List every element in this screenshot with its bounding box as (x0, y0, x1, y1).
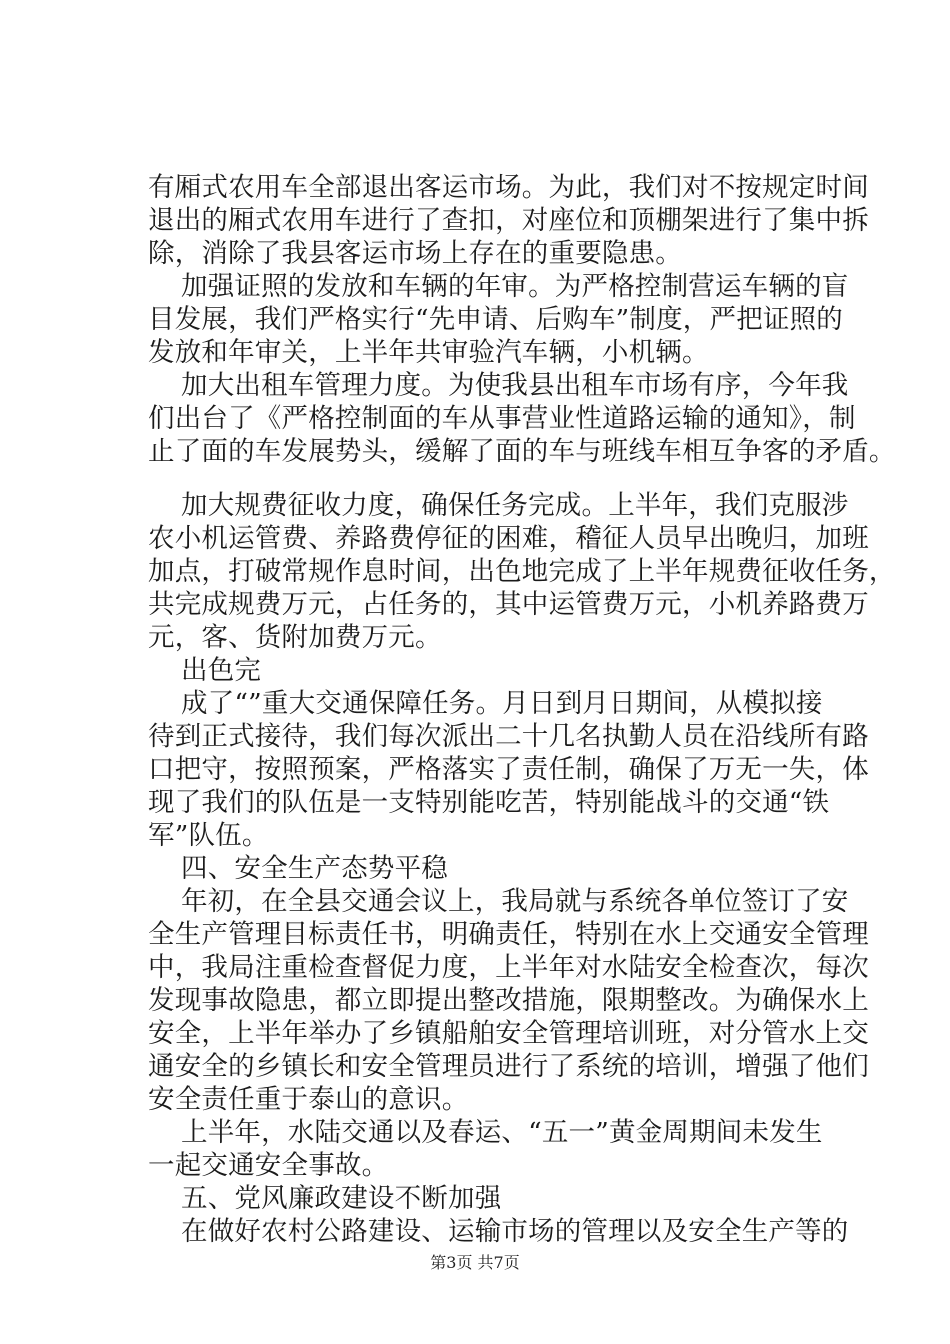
text-line: 发放和年审关，上半年共审验汽车辆，小机辆。 (148, 337, 709, 368)
section-heading: 四、安全生产态势平稳 (181, 853, 448, 884)
text-line: 止了面的车发展势头，缓解了面的车与班线车相互争客的矛盾。 (148, 436, 896, 467)
paragraph-start-line: 在做好农村公路建设、运输市场的管理以及安全生产等的 (181, 1216, 849, 1247)
text-line: 目发展，我们严格实行“先申请、后购车”制度，严把证照的 (148, 304, 843, 335)
text-line: 发现事故隐患，都立即提出整改措施，限期整改。为确保水上 (148, 985, 869, 1016)
paragraph-start-line: 出色完 (181, 655, 262, 686)
paragraph-start-line: 上半年，水陆交通以及春运、“五一”黄金周期间未发生 (181, 1117, 823, 1148)
text-line: 农小机运管费、养路费停征的困难，稽征人员早出晚归，加班 (148, 523, 869, 554)
text-line: 全生产管理目标责任书，明确责任，特别在水上交通安全管理 (148, 919, 869, 950)
text-line: 安全，上半年举办了乡镇船舶安全管理培训班，对分管水上交 (148, 1018, 869, 1049)
text-line: 军”队伍。 (148, 820, 269, 851)
text-line: 们出台了《严格控制面的车从事营业性道路运输的通知》，制 (148, 403, 856, 434)
text-line: 加点，打破常规作息时间，出色地完成了上半年规费征收任务， (148, 556, 896, 587)
text-line: 通安全的乡镇长和安全管理员进行了系统的培训，增强了他们 (148, 1051, 869, 1082)
section-heading: 五、党风廉政建设不断加强 (181, 1183, 502, 1214)
page-number-footer: 第3页 共7页 (430, 1253, 520, 1272)
text-line: 元，客、货附加费万元。 (148, 622, 442, 653)
text-line: 中，我局注重检查督促力度，上半年对水陆安全检查次，每次 (148, 952, 869, 983)
text-line: 共完成规费万元，占任务的，其中运管费万元，小机养路费万 (148, 589, 869, 620)
text-line: 除，消除了我县客运市场上存在的重要隐患。 (148, 238, 682, 269)
text-line: 一起交通安全事故。 (148, 1150, 389, 1181)
paragraph-start-line: 年初，在全县交通会议上，我局就与系统各单位签订了安 (181, 886, 849, 917)
text-line: 口把守，按照预案，严格落实了责任制，确保了万无一失，体 (148, 754, 869, 785)
text-line: 待到正式接待，我们每次派出二十几名执勤人员在沿线所有路 (148, 721, 869, 752)
text-line: 有厢式农用车全部退出客运市场。为此，我们对不按规定时间 (148, 172, 869, 203)
text-line: 退出的厢式农用车进行了查扣，对座位和顶棚架进行了集中拆 (148, 205, 869, 236)
text-line: 安全责任重于泰山的意识。 (148, 1084, 469, 1115)
paragraph-start-line: 加大出租车管理力度。为使我县出租车市场有序，今年我 (181, 370, 849, 401)
paragraph-start-line: 成了“”重大交通保障任务。月日到月日期间，从模拟接 (181, 688, 823, 719)
paragraph-start-line: 加大规费征收力度，确保任务完成。上半年，我们克服涉 (181, 490, 849, 521)
paragraph-start-line: 加强证照的发放和车辆的年审。为严格控制营运车辆的盲 (181, 271, 849, 302)
text-line: 现了我们的队伍是一支特别能吃苦，特别能战斗的交通“铁 (148, 787, 830, 818)
